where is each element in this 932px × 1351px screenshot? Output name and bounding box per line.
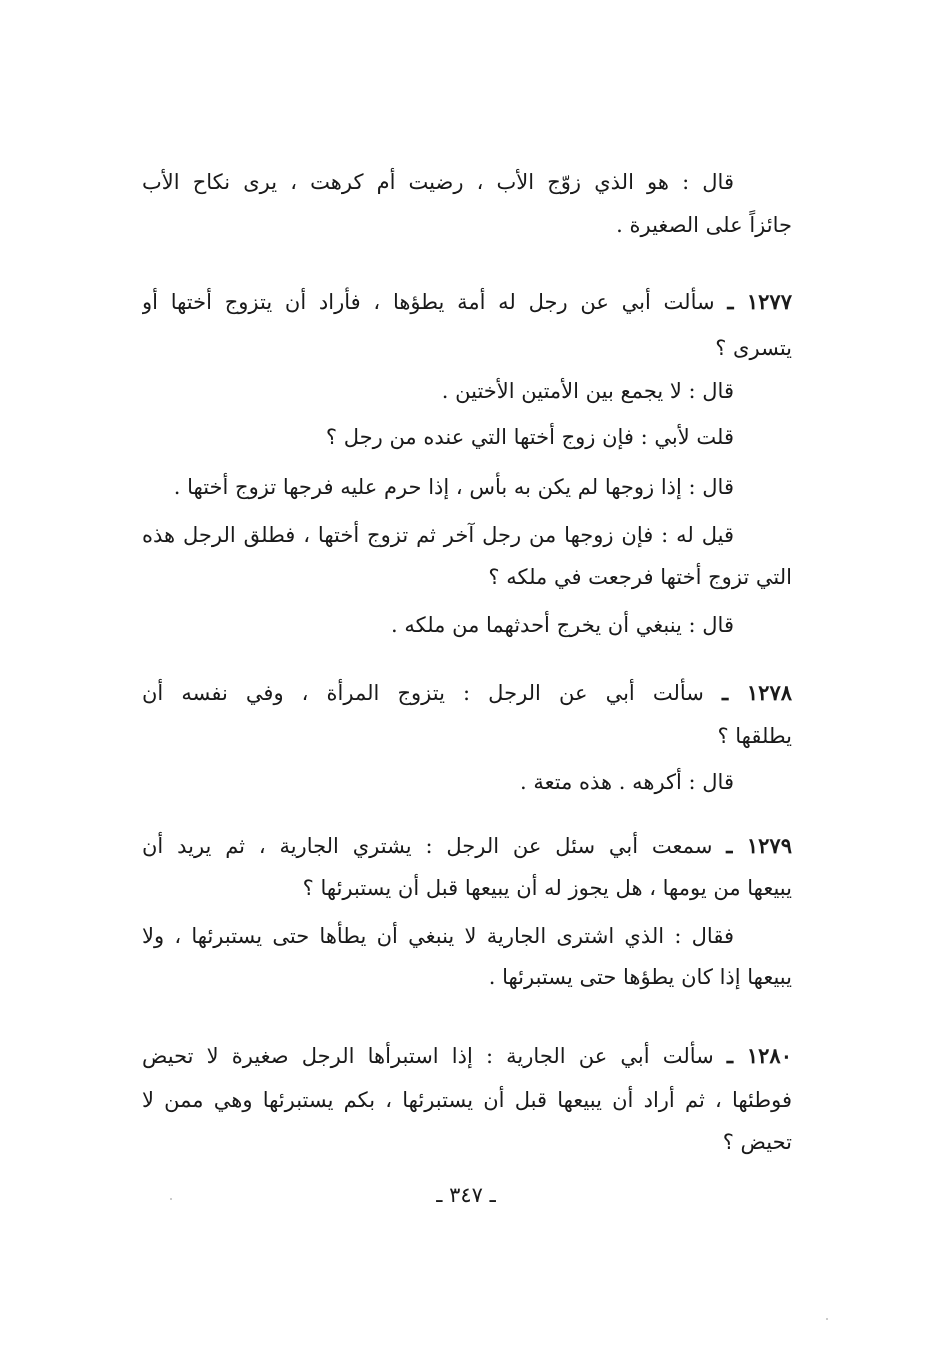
text-line: يبيعها إذا كان يطؤها حتى يستبرئها . [488,965,792,989]
entry-text: سألت أبي عن رجل له أمة يطؤها ، فأراد أن يتزوج أختها أو [142,290,715,314]
entry-1277-line [142,287,792,317]
entry-text: سألت أبي عن الرجل : يتزوج المرأة ، وفي نفسه أن [142,681,704,705]
entry-1280-line [142,1041,792,1071]
entry-number: ١٢٨٠ ـ [726,1043,792,1068]
text-line: تحيض ؟ [722,1130,792,1154]
entry-1278-line [142,678,792,708]
text-line: جائزاً على الصغيرة . [616,213,792,237]
text-line: التي تزوج أختها فرجعت في ملكه ؟ [488,565,792,589]
scan-speck [826,1318,828,1320]
text-line: قال : لا يجمع بين الأمتين الأختين . [441,379,734,403]
text-line: قيل له : فإن زوجها من رجل آخر ثم تزوج أختها ، فطلق الرجل هذه [142,523,734,547]
text-line: قال : هو الذي زوّج الأب ، رضيت أم كرهت ، يرى نكاح الأب [142,170,734,194]
entry-number: ١٢٧٧ ـ [727,289,792,314]
text-line: قال : أكرهه . هذه متعة . [520,770,734,794]
entry-text: سألت أبي عن الجارية : إذا استبرأها الرجل صغيرة لا تحيض [142,1044,714,1068]
entry-number: ١٢٧٨ ـ [722,680,792,705]
scan-speck [170,1198,172,1200]
text-line: قال : إذا زوجها لم يكن به بأس ، إذا حرم عليه فرجها تزوج أختها . [173,475,734,499]
text-line: قال : ينبغي أن يخرج أحدثهما من ملكه . [391,613,734,637]
entry-1279-line [142,831,792,861]
page-number: ـ ٣٤٧ ـ [436,1183,496,1207]
entry-text: سمعت أبي سئل عن الرجل : يشتري الجارية ، ثم يريد أن [142,834,713,858]
text-line: يبيعها من يومها ، هل يجوز له أن يبيعها قبل أن يستبرئها ؟ [302,876,792,900]
text-line: يطلقها ؟ [717,724,792,748]
entry-number: ١٢٧٩ ـ [726,833,792,858]
text-line: يتسرى ؟ [715,336,792,360]
text-line: فوطئها ، ثم أراد أن يبيعها قبل أن يستبرئها ، بكم يستبرئها وهي ممن لا [142,1088,792,1112]
text-line: قلت لأبي : فإن زوج أختها التي عنده من رجل ؟ [325,425,734,449]
text-line: فقال : الذي اشترى الجارية لا ينبغي أن يطأها حتى يستبرئها ، ولا [142,924,734,948]
